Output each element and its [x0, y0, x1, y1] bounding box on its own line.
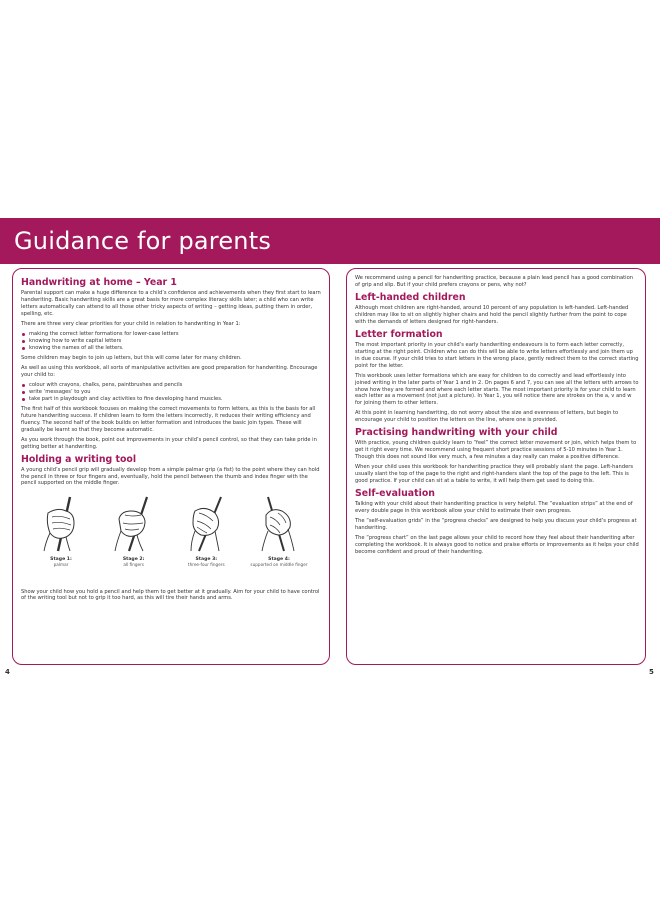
right-page-panel: [346, 268, 646, 665]
paragraph: The first half of this workbook focuses on making the correct movements to form letters, as this is the basis for all future handwriting success. If children learn to form the letters incorrectly, it reduces their writing efficiency and fluency. The second half of the book builds on letter formation and introduces the basic join types. These will gradually be learnt so that they become automatic.: [21, 405, 316, 433]
stage-label: Stage 4:: [268, 556, 290, 562]
paragraph: When your child uses this workbook for handwriting practice they will probably slant the page. Left-handers usually slant the top of the page to the right and right-handers slant the top of the page to the left. This is good practice. If your child can sit at a table to write, it will help them get used to doing this.: [355, 464, 634, 485]
paragraph: The most important priority in your child’s early handwriting endeavours is to form each letter correctly, starting at the right point. Children who can do this will be able to write letters effortlessly and join them up in due course. If your child tries to start letters in the wrong place, gently redirect them to the correct starting point for the letter.: [355, 341, 639, 369]
grip-stage: [104, 493, 164, 589]
three-four-fingers-grip-hand-icon: [185, 493, 227, 555]
paragraph: As well as using this workbook, all sorts of manipulative activities are good preparation for handwriting. Encourage your child to:: [21, 364, 318, 378]
priorities-list: [21, 331, 323, 352]
list-item: knowing how to write capital letters: [21, 338, 323, 345]
page-number-left: 4: [5, 668, 10, 676]
tripod-grip-hand-icon: [258, 493, 300, 555]
paragraph: The “progress chart” on the last page allows your child to record how they feel about their handwriting after completing the workbook. It is always good to notice and praise efforts or improvements as it helps your child become confident and proud of their handwriting.: [355, 535, 639, 556]
stage-label: Stage 3:: [195, 556, 218, 562]
section-heading-holding-tool: Holding a writing tool: [21, 453, 137, 465]
list-item: take part in playdough and clay activities to fine developing hand muscles.: [21, 396, 323, 403]
page-title: Guidance for parents: [14, 227, 272, 255]
left-page-panel: [12, 268, 330, 665]
stage-desc: supported on middle finger: [250, 562, 308, 568]
list-item: knowing the names of all the letters.: [21, 345, 323, 352]
paragraph: Some children may begin to join up letters, but this will come later for many children.: [21, 354, 242, 361]
paragraph: There are three very clear priorities for your child in relation to handwriting in Year 1:: [21, 320, 241, 327]
section-heading-letter-formation: Letter formation: [355, 328, 443, 340]
paragraph: Although most children are right-handed, around 10 percent of any population is left-handed. Left-handed children may like to sit on slightly higher chairs and hold the pencil slightly further from the point to cope with the demands of letters designed for right-handers.: [355, 305, 629, 325]
stage-label: Stage 1:: [50, 556, 72, 562]
stage-desc: three-four fingers: [187, 562, 225, 568]
paragraph: A young child’s pencil grip will gradually develop from a simple palmar grip (a fist) to the point where they can hold the pencil in three or four fingers and, eventually, hold the pencil between the thumb and index finger with the pencil supported on the middle finger.: [21, 466, 320, 487]
pencil-grip-stages: [21, 491, 323, 589]
paragraph: This workbook uses letter formations which are easy for children to do correctly and lead effortlessly into joined writing in the later parts of Year 1 and in 2. On pages 6 and 7, you can see all the letters with arrows to show how they are formed and where each letter starts. The most important priority is for your child to learn each letter as a movement (not just a picture). In Year 1, you will notice there are strokes on the a, v and w for joining them to other letters.: [355, 372, 639, 407]
paragraph: We recommend using a pencil for handwriting practice, because a plain lead pencil has a good combination of grip and slip. But if your child prefers crayons or pens, why not?: [355, 275, 633, 288]
title-banner: [0, 218, 660, 264]
paragraph: At this point in learning handwriting, do not worry about the size and evenness of letters, but begin to encourage your child to position the letters on the line, where one is provided.: [355, 410, 619, 424]
all-fingers-grip-hand-icon: [113, 493, 155, 555]
grip-stage: [249, 493, 309, 589]
stage-desc: palmar: [53, 562, 69, 568]
paragraph: With practice, young children quickly learn to “feel” the correct letter movement or join, which helps them to get it right every time. We recommend using frequent short practice sessions of 5-10 minutes in Year 1. Though this does not sound like very much, a few minutes a day really can make a positive difference.: [355, 440, 637, 461]
paragraph: Talking with your child about their handwriting practice is very helpful. The “evaluation strips” at the end of every double page in this workbook allow your child to estimate their own progress.: [355, 501, 633, 515]
grip-stage: [31, 493, 91, 589]
list-item: colour with crayons, chalks, pens, paintbrushes and pencils: [21, 382, 323, 389]
grip-stage: [176, 493, 236, 589]
paragraph: The “self-evaluation grids” in the “progress checks” are designed to help you discuss your child’s progress at handwriting.: [355, 518, 637, 532]
section-heading-practising: Practising handwriting with your child: [355, 427, 558, 439]
palmar-grip-hand-icon: [40, 493, 82, 555]
page-number-right: 5: [649, 668, 654, 676]
stage-label: Stage 2:: [122, 556, 145, 562]
paragraph: Parental support can make a huge difference to a child’s confidence and achievements when they first start to learn handwriting. Basic handwriting skills are a great basis for more complex literacy skills later; a child who can write letters automatically can attend to all those other tricky aspects of writing – getting ideas, putting them in order, spelling, etc.: [21, 290, 321, 317]
activities-list: [21, 382, 323, 403]
list-item: making the correct letter formations for lower-case letters: [21, 331, 323, 338]
section-heading-self-evaluation: Self-evaluation: [355, 488, 435, 500]
paragraph: Show your child how you hold a pencil and help them to get better at it gradually. Aim for your child to have control of the writing tool but not to grip it too hard, as this will tire their hands and arms.: [21, 588, 320, 602]
section-heading-handwriting-at-home: Handwriting at home – Year 1: [21, 277, 177, 288]
paragraph: As you work through the book, point out improvements in your child’s pencil control, so that they can take pride in getting better at handwriting.: [21, 436, 317, 450]
stage-desc: all fingers: [123, 562, 144, 568]
section-heading-left-handed: Left-handed children: [355, 292, 466, 303]
list-item: write ‘messages’ to you: [21, 389, 323, 396]
